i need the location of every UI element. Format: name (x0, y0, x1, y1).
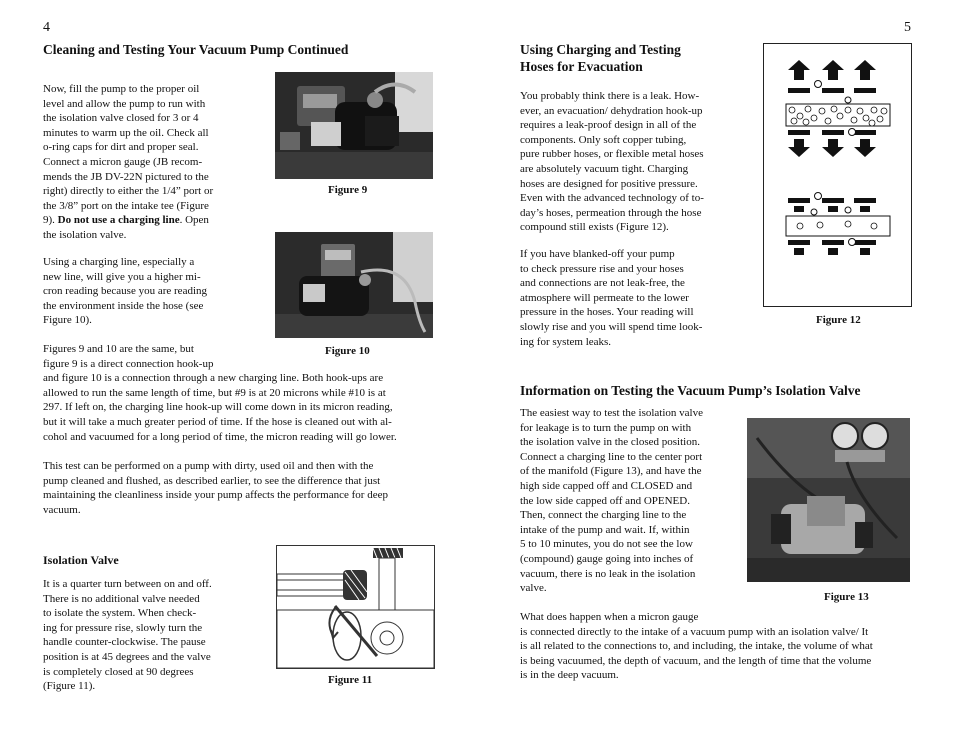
text-line: (Figure 11). (43, 680, 96, 693)
text-line: (compound) gauge going into inches of (520, 552, 694, 565)
paragraph-figures-compare (43, 342, 443, 444)
text-line: new line, will give you a higher mi- (43, 270, 201, 283)
text-line: vacuum. (43, 503, 81, 516)
paragraph-test-dirty-oil (43, 459, 443, 517)
text-run: 9). (43, 214, 58, 227)
text-line: Even with the advanced technology of to- (520, 192, 704, 205)
text-line: mends the JB DV-22N pictured to the (43, 170, 209, 183)
text-line: 297. If left on, the charging line hook-up will come down in its micron reading, (43, 401, 393, 414)
text-line: pump cleaned and flushed, as described earlier, to see the difference that just (43, 474, 381, 487)
heading-line: Hoses for Evacuation (520, 59, 643, 74)
text-run: . Open (179, 214, 209, 227)
text-line: ing for pressure rise, slowly turn the (43, 621, 203, 634)
text-line: and connections are not leak-free, the (520, 277, 685, 290)
figure-12-caption: Figure 12 (816, 314, 861, 326)
text-line: figure 9 is a direct connection hook-up (43, 357, 214, 370)
text-line: position is at 45 degrees and the valve (43, 650, 211, 663)
text-line: cohol and vacuumed for a long period of time, the micron reading will go lower. (43, 430, 397, 443)
paragraph-charging-line (43, 255, 253, 328)
figure-10-photo (275, 232, 433, 338)
text-line: level and allow the pump to run with (43, 97, 206, 110)
text-line: intake of the pump and wait. If, within (520, 523, 690, 536)
text-line: is in the deep vacuum. (520, 669, 619, 682)
text-line: Now, fill the pump to the proper oil (43, 83, 200, 95)
paragraph-leak-proof (520, 89, 735, 235)
text-line: but it will take a much greater period of time. If the hose is cleaned out with al- (43, 415, 392, 428)
text-line: is being vacuumed, the depth of vacuum, and the length of time that the volume (520, 654, 872, 667)
paragraph-quarter-turn (43, 577, 253, 694)
text-line: maintaining the cleanliness inside your pump affects the performance for deep (43, 489, 388, 502)
figure-12-permeation-diagram (763, 43, 912, 307)
text-line: the 3/8” port on the intake tee (Figure (43, 199, 209, 212)
text-line: to check pressure rise and your hoses (520, 262, 684, 275)
paragraph-isolation-test (520, 406, 745, 596)
text-line: valve. (520, 582, 547, 595)
text-line: requires a leak-proof design in all of the (520, 119, 697, 132)
page-number-right: 5 (904, 20, 911, 35)
text-line: day’s hoses, permeation through the hose (520, 206, 702, 219)
text-line: atmosphere will permeate to the lower (520, 291, 689, 304)
text-line: the isolation valve. (43, 228, 127, 241)
text-line: Then, connect the charging line to the (520, 509, 687, 522)
text-line: the isolation valve in the closed position. (520, 436, 700, 449)
paragraph-fill-pump (43, 82, 253, 243)
text-line: to isolate the system. When check- (43, 607, 197, 620)
text-line: cron reading because you are reading (43, 285, 208, 298)
text-line: high side capped off and CLOSED and (520, 479, 693, 492)
text-line: The easiest way to test the isolation valve (520, 407, 703, 419)
text-line: vacuum, there is no leak in the isolation (520, 567, 696, 580)
text-line: for leakage is to turn the pump on with (520, 421, 692, 434)
heading-line: Using Charging and Testing (520, 42, 681, 57)
text-line: Connect a charging line to the center port (520, 450, 703, 463)
text-line: of the manifold (Figure 13), and have the (520, 465, 702, 478)
text-line: is completely closed at 90 degrees (43, 665, 194, 678)
text-line: Connect a micron gauge (JB recom- (43, 155, 203, 168)
text-line: components. Only soft copper tubing, (520, 133, 687, 146)
text-line: What does happen when a micron gauge (520, 611, 699, 623)
text-line: are absolutely vacuum tight. Charging (520, 162, 689, 175)
figure-13-caption: Figure 13 (824, 591, 869, 603)
text-line: and figure 10 is a connection through a new charging line. Both hook-ups are (43, 372, 384, 385)
text-line: the low side capped off and OPENED. (520, 494, 690, 507)
text-line: pressure in the hoses. Your reading will (520, 306, 694, 319)
text-line: is all related to the connections to, and including, the intake, the volume of what (520, 640, 873, 653)
text-line: ever, an evacuation/ dehydration hook-up (520, 104, 703, 117)
text-line: the environment inside the hose (see (43, 299, 204, 312)
text-line: the isolation valve closed for 3 or 4 (43, 112, 199, 125)
section-heading-isolation-valve: Isolation Valve (43, 553, 119, 567)
text-line: right) directly to either the 1/4” port or (43, 185, 214, 198)
section-heading-charging-hoses (520, 41, 681, 75)
text-line: pure rubber hoses, or flexible metal hoses (520, 148, 704, 161)
text-line: hoses are designed for positive pressure. (520, 177, 698, 190)
text-line: If you have blanked-off your pump (520, 248, 675, 260)
text-line: is connected directly to the intake of a vacuum pump with an isolation valve/ It (520, 625, 869, 638)
text-line: compound still exists (Figure 12). (520, 221, 669, 234)
text-line: Using a charging line, especially a (43, 256, 195, 268)
figure-9-photo (275, 72, 433, 179)
page-number-left: 4 (43, 20, 50, 35)
text-line: ing for system leaks. (520, 335, 612, 348)
figure-11-caption: Figure 11 (328, 674, 373, 686)
text-line: minutes to warm up the oil. Check all (43, 126, 209, 139)
bold-warning: Do not use a charging line (57, 214, 180, 227)
paragraph-blanked-off (520, 247, 735, 349)
text-line: Figure 10). (43, 314, 92, 327)
text-line: It is a quarter turn between on and off. (43, 578, 212, 590)
text-line: handle counter-clockwise. The pause (43, 636, 206, 649)
paragraph-micron-gauge (520, 610, 920, 683)
section-heading-cleaning: Cleaning and Testing Your Vacuum Pump Continued (43, 42, 349, 57)
figure-10-caption: Figure 10 (325, 345, 370, 357)
text-line: This test can be performed on a pump with dirty, used oil and then with the (43, 460, 374, 472)
text-line: allowed to run the same length of time, but #9 is at 20 microns while #10 is at (43, 386, 386, 399)
text-line: 5 to 10 minutes, you do not see the low (520, 538, 693, 551)
figure-11-valve-diagram (276, 545, 435, 669)
text-line: slowly rise and you will spend time look- (520, 320, 703, 333)
text-line: o-ring caps for dirt and proper seal. (43, 141, 199, 154)
text-line (43, 213, 253, 228)
text-line: There is no additional valve needed (43, 592, 200, 605)
section-heading-isolation-test: Information on Testing the Vacuum Pump’s Isolation Valve (520, 383, 861, 398)
text-line: You probably think there is a leak. How- (520, 90, 700, 102)
figure-9-caption: Figure 9 (328, 184, 368, 196)
figure-13-photo (747, 418, 910, 582)
text-line: Figures 9 and 10 are the same, but (43, 343, 194, 355)
